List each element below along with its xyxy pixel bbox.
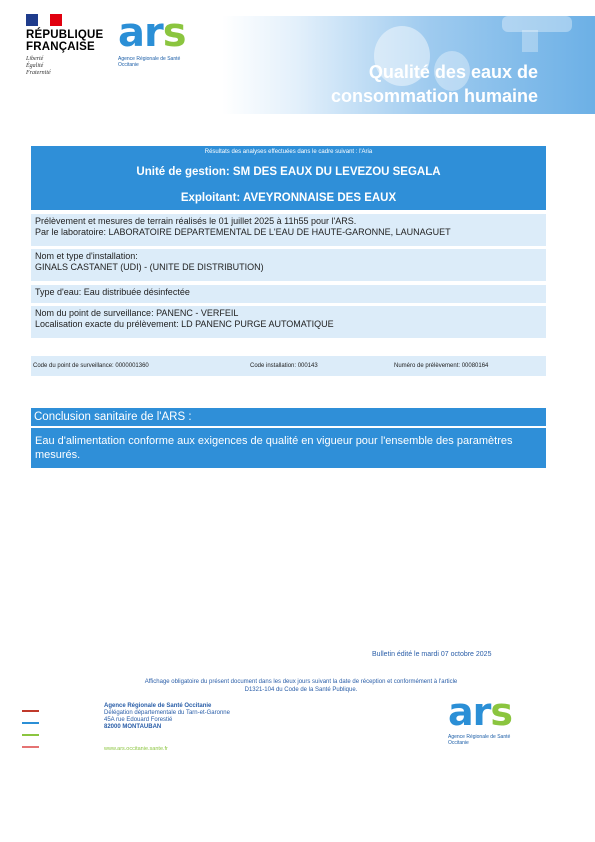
republique-francaise-logo — [26, 14, 116, 77]
installation-block — [31, 249, 546, 281]
ars-logo: ars Agence Régionale de Santé Occitanie — [118, 10, 186, 68]
point-surveillance: Nom du point de surveillance: PANENC - VERFEIL — [35, 308, 239, 318]
localisation: Localisation exacte du prélèvement: LD PANENC PURGE AUTOMATIQUE — [35, 319, 334, 329]
address-city: 82000 MONTAUBAN — [104, 724, 162, 730]
page-title: Qualité des eaux de consommation humaine — [330, 62, 538, 106]
address-street: 45A rue Edouard Forestié — [104, 717, 173, 723]
code-point: Code du point de surveillance: 0000001360 — [33, 363, 149, 369]
french-flag-icon — [26, 14, 62, 26]
republic-motto: Liberté Égalité Fraternité — [26, 56, 51, 76]
installation-label: Nom et type d'installation: — [35, 251, 138, 261]
surveillance-block — [31, 306, 546, 338]
affichage-notice: Affichage obligatoire du présent document dans les deux jours suivant la date de réception et conformément à l'article D1321-104 du Code de la Santé Publique. — [144, 679, 458, 693]
agence-name: Agence Régionale de Santé Occitanie — [104, 703, 212, 709]
type-eau: Type d'eau: Eau distribuée désinfectée — [31, 285, 546, 303]
website-link[interactable]: www.ars.occitanie.sante.fr — [104, 746, 168, 752]
bulletin-date: Bulletin édité le mardi 07 octobre 2025 — [372, 651, 492, 658]
installation-value: GINALS CASTANET (UDI) - (UNITE DE DISTRIBUTION) — [35, 262, 264, 272]
report-caption: Résultats des analyses effectuées dans le cadre suivant : l'Aria — [31, 146, 546, 158]
prelevement-block — [31, 214, 546, 246]
prelevement-text: Prélèvement et mesures de terrain réalisés le 01 juillet 2025 à 11h55 pour l'ARS. — [35, 216, 357, 226]
laboratoire-text: Par le laboratoire: LABORATOIRE DEPARTEMENTAL DE L'EAU DE HAUTE-GARONNE, LAUNAGUET — [35, 227, 451, 237]
conclusion-title: Conclusion sanitaire de l'ARS : — [31, 408, 546, 426]
numero-prelevement: Numéro de prélèvement: 00080164 — [394, 363, 489, 369]
conclusion-body: Eau d'alimentation conforme aux exigences de qualité en vigueur pour l'ensemble des paramètres mesurés. — [31, 428, 546, 468]
footer-address — [104, 703, 304, 731]
francaise-text: FRANÇAISE — [26, 41, 95, 53]
unite-gestion: Unité de gestion: SM DES EAUX DU LEVEZOU SEGALA — [31, 158, 546, 186]
republique-text: RÉPUBLIQUE — [26, 29, 104, 41]
ars-region: Occitanie — [118, 62, 139, 68]
exploitant: Exploitant: AVEYRONNAISE DES EAUX — [31, 186, 546, 210]
code-installation: Code installation: 000143 — [250, 363, 318, 369]
delegation: Délégation départementale du Tarn-et-Garonne — [104, 710, 230, 716]
ars-tagline: Agence Régionale de Santé — [118, 56, 181, 62]
codes-row — [31, 356, 546, 376]
ars-footer-logo: ars Agence Régionale de Santé Occitanie — [448, 690, 513, 746]
